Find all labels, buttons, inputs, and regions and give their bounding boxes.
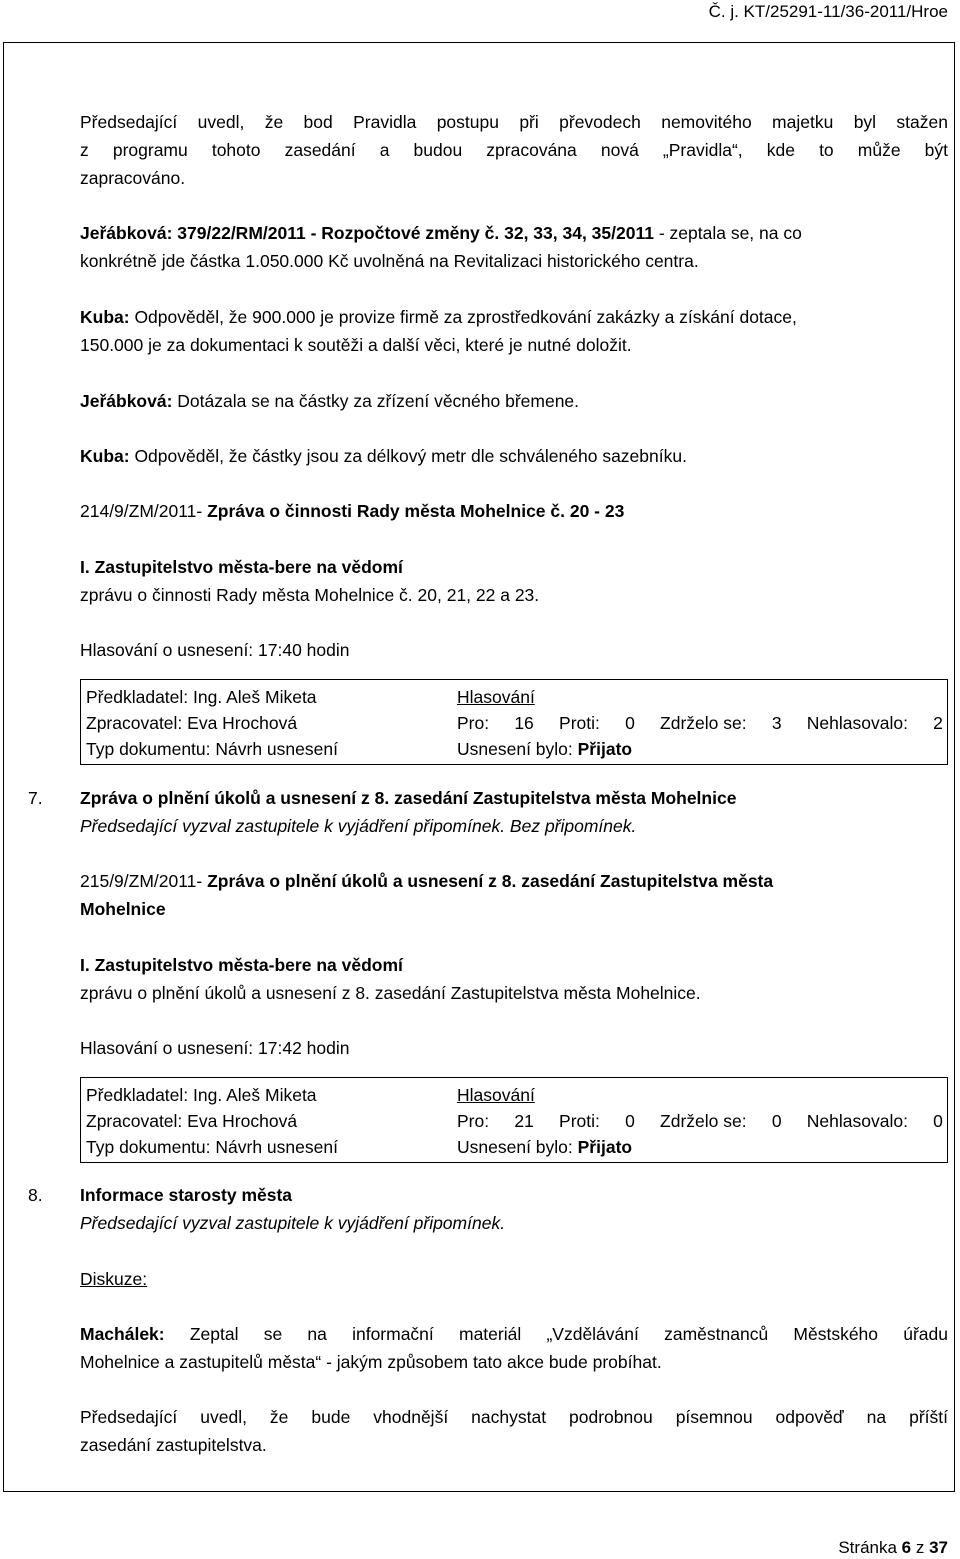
item8-title: Informace starosty města: [80, 1185, 293, 1205]
document-type: Typ dokumentu: Návrh usnesení: [86, 1137, 338, 1157]
kuba1-line1: [80, 306, 797, 328]
item7-title: Zpráva o plnění úkolů a usnesení z 8. zasedání Zastupitelstva města Mohelnice: [80, 788, 737, 808]
resolution-code: 214/9/ZM/2011-: [80, 501, 203, 521]
zdrzelo-label: Zdrželo se:: [660, 713, 747, 733]
discussion-heading: Diskuze:: [80, 1269, 148, 1289]
pro-label: Pro:: [457, 1111, 490, 1131]
document-reference: Č. j. KT/25291-11/36-2011/Hroe: [708, 2, 948, 21]
nehlasovalo-label: Nehlasovalo:: [806, 713, 908, 733]
zdrzelo-label: Zdrželo se:: [660, 1111, 747, 1131]
answer-text: Odpověděl, že částky jsou za délkový metr dle schváleného sazebníku.: [129, 446, 687, 466]
pro-label: Pro:: [457, 713, 490, 733]
result-value: Přijato: [577, 739, 633, 759]
voting-heading: Hlasování: [457, 687, 535, 707]
page-of: z: [911, 1538, 930, 1557]
resolution-code: 215/9/ZM/2011-: [80, 871, 203, 891]
jerabkova1-line2: konkrétně jde částka 1.050.000 Kč uvolněná na Revitalizaci historického centra.: [80, 251, 699, 271]
predkladatel: Předkladatel: Ing. Aleš Miketa: [86, 687, 317, 707]
question-text: - zeptala se, na co: [653, 223, 802, 243]
predkladatel: Předkladatel: Ing. Aleš Miketa: [86, 1085, 317, 1105]
result-label: Usnesení bylo:: [457, 1137, 578, 1157]
page-label: Stránka: [838, 1538, 902, 1557]
kuba2: [80, 445, 687, 467]
resolution-title: Zpráva o činnosti Rady města Mohelnice č. 20 - 23: [202, 501, 625, 521]
jerabkova2: [80, 390, 579, 412]
res215-heading: I. Zastupitelstvo města-bere na vědomí: [80, 955, 403, 975]
closing-line1: Předsedající uvedl, že bude vhodnější nachystat podrobnou písemnou odpověď na příští: [80, 1407, 948, 1427]
total-pages: 37: [929, 1538, 948, 1557]
vote-result: [457, 738, 632, 760]
question-text: Dotázala se na částky za zřízení věcného břemene.: [172, 391, 580, 411]
vote-counts: [457, 712, 943, 734]
para1-line1: Předsedající uvedl, že bod Pravidla postupu při převodech nemovitého majetku byl stažen: [80, 112, 948, 132]
speaker-name: Machálek:: [80, 1324, 165, 1344]
vote-counts: [457, 1110, 943, 1132]
zpracovatel: Zpracovatel: Eva Hrochová: [86, 1111, 298, 1131]
nehlasovalo-count: 2: [933, 713, 943, 733]
question-text: Zeptal se na informační materiál „Vzdělávání zaměstnanců Městského úřadu: [164, 1324, 948, 1344]
para1-line3: zapracováno.: [80, 168, 186, 188]
page-number: [838, 1538, 948, 1558]
result-label: Usnesení bylo:: [457, 739, 578, 759]
answer-text: Odpověděl, že 900.000 je provize firmě za zprostředkování zakázky a získání dotace,: [129, 307, 797, 327]
proti-count: 0: [625, 713, 635, 733]
resolution-title: Zpráva o plnění úkolů a usnesení z 8. zasedání Zastupitelstva města: [202, 871, 774, 891]
res214-vote-time: Hlasování o usnesení: 17:40 hodin: [80, 640, 350, 660]
zpracovatel: Zpracovatel: Eva Hrochová: [86, 713, 298, 733]
res215-title-line2: Mohelnice: [80, 899, 166, 919]
speaker-name: Kuba:: [80, 307, 130, 327]
nehlasovalo-label: Nehlasovalo:: [806, 1111, 908, 1131]
vote-result: [457, 1136, 632, 1158]
proti-count: 0: [625, 1111, 635, 1131]
voting-heading: Hlasování: [457, 1085, 535, 1105]
vote-box-1: [80, 679, 948, 765]
zdrzelo-count: 3: [771, 713, 782, 733]
item7-note: Předsedající vyzval zastupitele k vyjádření připomínek. Bez připomínek.: [80, 816, 637, 836]
pro-count: 21: [514, 1111, 534, 1131]
budget-reference: 379/22/RM/2011 - Rozpočtové změny č. 32, 33, 34, 35/2011: [177, 223, 654, 243]
res215-title: [80, 870, 773, 892]
kuba1-line2: 150.000 je za dokumentaci k soutěži a další věci, které je nutné doložit.: [80, 335, 632, 355]
machalek-line2: Mohelnice a zastupitelů města“ - jakým způsobem tato akce bude probíhat.: [80, 1352, 662, 1372]
result-value: Přijato: [577, 1137, 633, 1157]
closing-line2: zasedání zastupitelstva.: [80, 1435, 267, 1455]
res215-text: zprávu o plnění úkolů a usnesení z 8. zasedání Zastupitelstva města Mohelnice.: [80, 983, 701, 1003]
speaker-name: Jeřábková:: [80, 223, 173, 243]
speaker-name: Jeřábková:: [80, 391, 173, 411]
current-page: 6: [901, 1538, 912, 1557]
nehlasovalo-count: 0: [933, 1111, 943, 1131]
res214-title: [80, 500, 624, 522]
jerabkova1-line1: [80, 222, 802, 244]
document-type: Typ dokumentu: Návrh usnesení: [86, 739, 338, 759]
res215-vote-time: Hlasování o usnesení: 17:42 hodin: [80, 1038, 350, 1058]
machalek-line1: [80, 1323, 948, 1345]
item8-note: Předsedající vyzval zastupitele k vyjádření připomínek.: [80, 1213, 506, 1233]
res214-heading: I. Zastupitelstvo města-bere na vědomí: [80, 557, 403, 577]
res214-text: zprávu o činnosti Rady města Mohelnice č. 20, 21, 22 a 23.: [80, 585, 540, 605]
item8-number: 8.: [28, 1185, 43, 1205]
para1-line2: z programu tohoto zasedání a budou zpracována nová „Pravidla“, kde to může být: [80, 140, 948, 160]
item7-number: 7.: [28, 788, 43, 808]
speaker-name: Kuba:: [80, 446, 130, 466]
pro-count: 16: [514, 713, 534, 733]
proti-label: Proti:: [559, 1111, 600, 1131]
proti-label: Proti:: [559, 713, 600, 733]
zdrzelo-count: 0: [771, 1111, 782, 1131]
vote-box-2: [80, 1077, 948, 1163]
